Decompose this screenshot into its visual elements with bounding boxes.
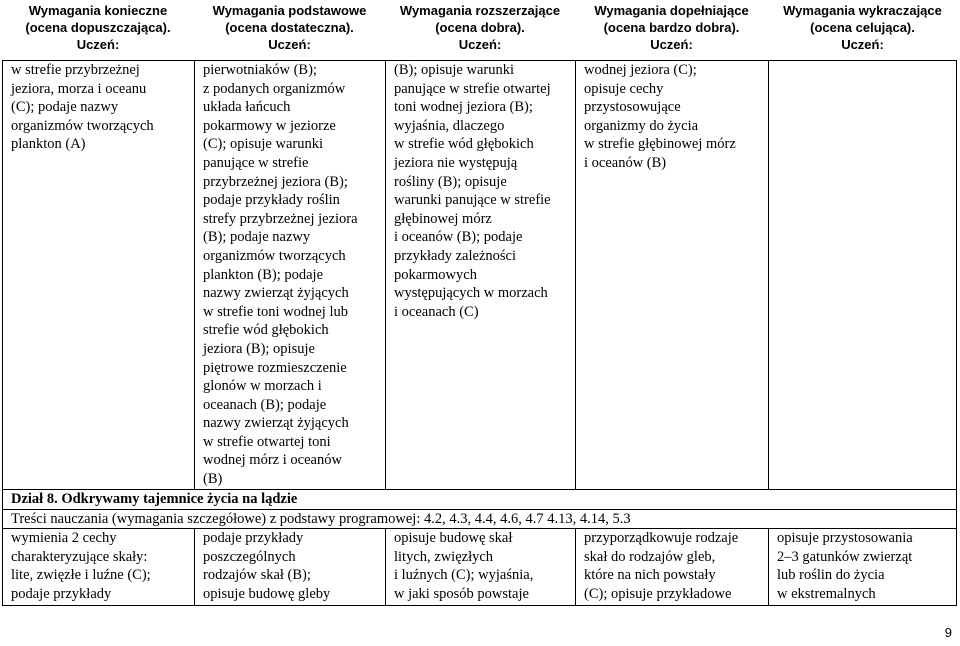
header-title: Wymagania podstawowe [212, 3, 367, 18]
header-student: Uczeń: [268, 37, 311, 52]
header-grade: (ocena bardzo dobra). [603, 20, 740, 35]
header-title: Wymagania wykraczające [783, 3, 942, 18]
section-subtitle: Treści nauczania (wymagania szczegółowe) z podstawy programowej: 4.2, 4.3, 4.4, 4.6, 4.7 4.13, 4.14, 5.3 [2, 510, 957, 528]
header-cell-konieczne [2, 2, 194, 53]
table-cell: podaje przykłady poszczególnych rodzajów skał (B); opisuje budowę gleby [194, 529, 385, 605]
header-student: Uczeń: [841, 37, 884, 52]
header-title: Wymagania konieczne [28, 3, 168, 18]
table-cell: pierwotniaków (B); z podanych organizmów układa łańcuch pokarmowy w jeziorze (C); opisuje warunki panujące w strefie przybrzeżnej jeziora (B); podaje przykłady roślin strefy przybrzeżnej jeziora (B); podaje nazwy organizmów tworzących plankton (B); podaje nazwy zwierząt żyjących w strefie toni wodnej lub strefie wód głębokich jeziora (B); opisuje piętrowe rozmieszczenie glonów w morzach i oceanach (B); podaje nazwy zwierząt żyjących w strefie otwartej toni wodnej mórz i oceanów (B) [194, 61, 385, 489]
header-cell-wykraczajace [768, 2, 957, 53]
table-cell: opisuje budowę skał litych, zwięzłych i luźnych (C); wyjaśnia, w jaki sposób powstaje [385, 529, 575, 605]
header-grade: (ocena celująca). [810, 20, 915, 35]
table-cell: przyporządkowuje rodzaje skał do rodzajów gleb, które na nich powstały (C); opisuje przykładowe [575, 529, 768, 605]
header-grade: (ocena dobra). [435, 20, 525, 35]
table-cell: opisuje przystosowania 2–3 gatunków zwierząt lub roślin do życia w ekstremalnych [768, 529, 957, 605]
header-title: Wymagania dopełniające [594, 3, 749, 18]
table-row [2, 529, 957, 605]
header-student: Uczeń: [458, 37, 502, 52]
header-cell-podstawowe [194, 2, 385, 53]
table-cell: wymienia 2 cechy charakteryzujące skały: lite, zwięzłe i luźne (C); podaje przykłady [2, 529, 194, 605]
header-cell-rozszerzajace [385, 2, 575, 53]
table-bottom-border [2, 605, 957, 606]
table-row [2, 61, 957, 489]
table-cell: (B); opisuje warunki panujące w strefie otwartej toni wodnej jeziora (B); wyjaśnia, dlaczego w strefie wód głębokich jeziora nie występują rośliny (B); opisuje warunki panujące w strefie głębinowej mórz i oceanów (B); podaje przykłady zależności pokarmowych występujących w morzach i oceanach (C) [385, 61, 575, 489]
table-cell: wodnej jeziora (C); opisuje cechy przystosowujące organizmy do życia w strefie głębinowej mórz i oceanów (B) [575, 61, 768, 489]
table-cell: w strefie przybrzeżnej jeziora, morza i oceanu (C); podaje nazwy organizmów tworzących plankton (A) [2, 61, 194, 489]
page-number: 9 [944, 625, 952, 640]
header-grade: (ocena dostateczna). [225, 20, 354, 35]
header-student: Uczeń: [650, 37, 693, 52]
table-header-row [2, 2, 957, 53]
section-title: Dział 8. Odkrywamy tajemnice życia na lądzie [2, 490, 957, 509]
header-title: Wymagania rozszerzające [399, 3, 561, 18]
header-student: Uczeń: [76, 37, 120, 52]
header-cell-dopelniajace [575, 2, 768, 53]
header-grade: (ocena dopuszczająca). [25, 20, 171, 35]
table-cell [768, 61, 957, 489]
